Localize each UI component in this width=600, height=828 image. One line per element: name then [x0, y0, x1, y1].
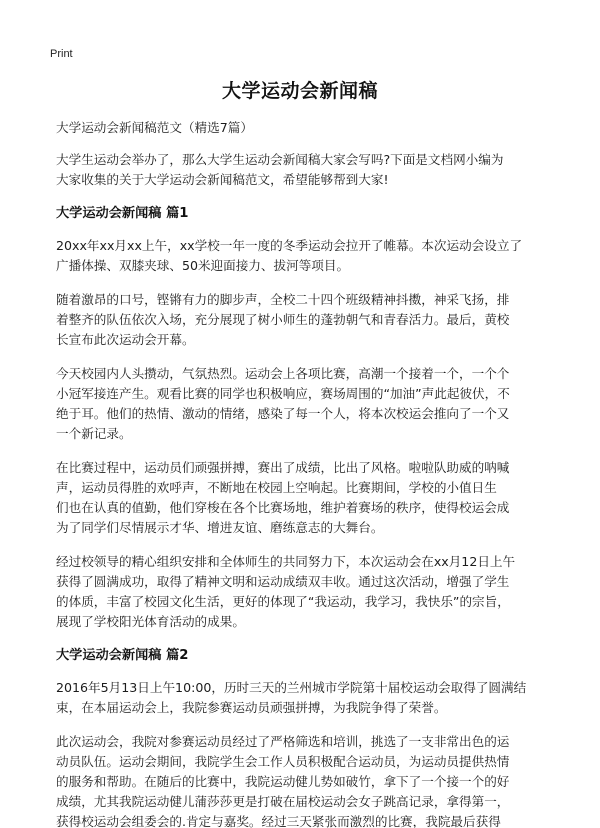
section1-paragraph-3: [56, 364, 554, 444]
paragraph-line: 动员队伍。运动会期间，我院学生会工作人员积极配合运动员，为运动员提供热情: [56, 754, 510, 769]
article-body: [56, 118, 554, 828]
paragraph-line: 今天校园内人头攒动，气氛热烈。运动会上各项比赛，高潮一个接着一个，一个个: [56, 366, 510, 381]
section1-paragraph-5: [56, 552, 554, 632]
paragraph-line: 展现了学校阳光体育活动的成果。: [56, 614, 245, 629]
paragraph-line: 经过校领导的精心组织安排和全体师生的共同努力下，本次运动会在xx月12日上午: [56, 554, 516, 569]
section1-paragraph-4: [56, 458, 554, 538]
paragraph-line: 束，在本届运动会上，我院参赛运动员顽强拼搏，为我院争得了荣誉。: [56, 700, 447, 715]
paragraph-line: 声，运动员得胜的欢呼声，不断地在校园上空响起。比赛期间，学校的小值日生: [56, 480, 497, 495]
page-title: 大学运动会新闻稿: [221, 80, 378, 102]
paragraph-line: 的体质，丰富了校园文化生活，更好的体现了“我运动，我学习，我快乐”的宗旨，: [56, 594, 510, 609]
paragraph-line: 小冠军接连产生。观看比赛的同学也积极响应，赛场周围的“加油”声此起彼伏，不: [56, 386, 510, 401]
paragraph-line: 获得了圆满成功，取得了精神文明和运动成绩双丰收。通过这次活动，增强了学生: [56, 574, 510, 589]
article-subtitle: 大学运动会新闻稿范文（精选7篇）: [56, 120, 253, 135]
paragraph-line: 获得校运动会组委会的.肯定与嘉奖。经过三天紧张而激烈的比赛，我院最后获得: [56, 814, 501, 828]
paragraph-line: 绝于耳。他们的热情、激动的情绪，感染了每一个人，将本次校运会推向了一个又: [56, 406, 510, 421]
paragraph-line: 广播体操、双膝夹球、50米迎面接力、拔河等项目。: [56, 258, 350, 273]
section2-paragraph-1: [56, 678, 554, 718]
paragraph-line: 大家收集的关于大学运动会新闻稿范文，希望能够帮到大家!: [56, 172, 389, 187]
paragraph-line: 长宣布此次运动会开幕。: [56, 332, 195, 347]
paragraph-line: 着整齐的队伍依次入场，充分展现了树小师生的蓬勃朝气和青春活力。最后，黄校: [56, 312, 510, 327]
paragraph-line: 一个新记录。: [56, 426, 132, 441]
paragraph-line: 在比赛过程中，运动员们顽强拼搏，赛出了成绩，比出了风格。啦啦队助威的呐喊: [56, 460, 510, 475]
paragraph-line: 为了同学们尽情展示才华、增进友谊、磨练意志的大舞台。: [56, 520, 384, 535]
paragraph-line: 大学生运动会举办了，那么大学生运动会新闻稿大家会写吗?下面是文档网小编为: [56, 152, 504, 167]
print-link[interactable]: Print: [50, 48, 73, 60]
paragraph-line: 20xx年xx月xx上午，xx学校一年一度的冬季运动会拉开了帷幕。本次运动会设立了: [56, 238, 523, 253]
section1-paragraph-1: [56, 236, 554, 276]
section2-paragraph-2: [56, 732, 554, 828]
paragraph-line: 随着激昂的口号，铿锵有力的脚步声，全校二十四个班级精神抖擞，神采飞扬，排: [56, 292, 510, 307]
paragraph-line: 的服务和帮助。在随后的比赛中，我院运动健儿势如破竹，拿下了一个接一个的好: [56, 774, 510, 789]
section-heading-2: 大学运动会新闻稿 篇2: [56, 648, 189, 663]
paragraph-line: 此次运动会，我院对参赛运动员经过了严格筛选和培训，挑选了一支非常出色的运: [56, 734, 510, 749]
paragraph-line: 成绩，尤其我院运动健儿蒲莎莎更是打破在届校运动会女子跳高记录，拿得第一，: [56, 794, 510, 809]
intro-paragraph: [56, 150, 554, 190]
section-heading-1: 大学运动会新闻稿 篇1: [56, 206, 189, 221]
paragraph-line: 们也在认真的值勤，他们穿梭在各个比赛场地，维护着赛场的秩序，使得校运会成: [56, 500, 510, 515]
paragraph-line: 2016年5月13日上午10:00，历时三天的兰州城市学院第十届校运动会取得了圆满结: [56, 680, 527, 695]
section1-paragraph-2: [56, 290, 554, 350]
